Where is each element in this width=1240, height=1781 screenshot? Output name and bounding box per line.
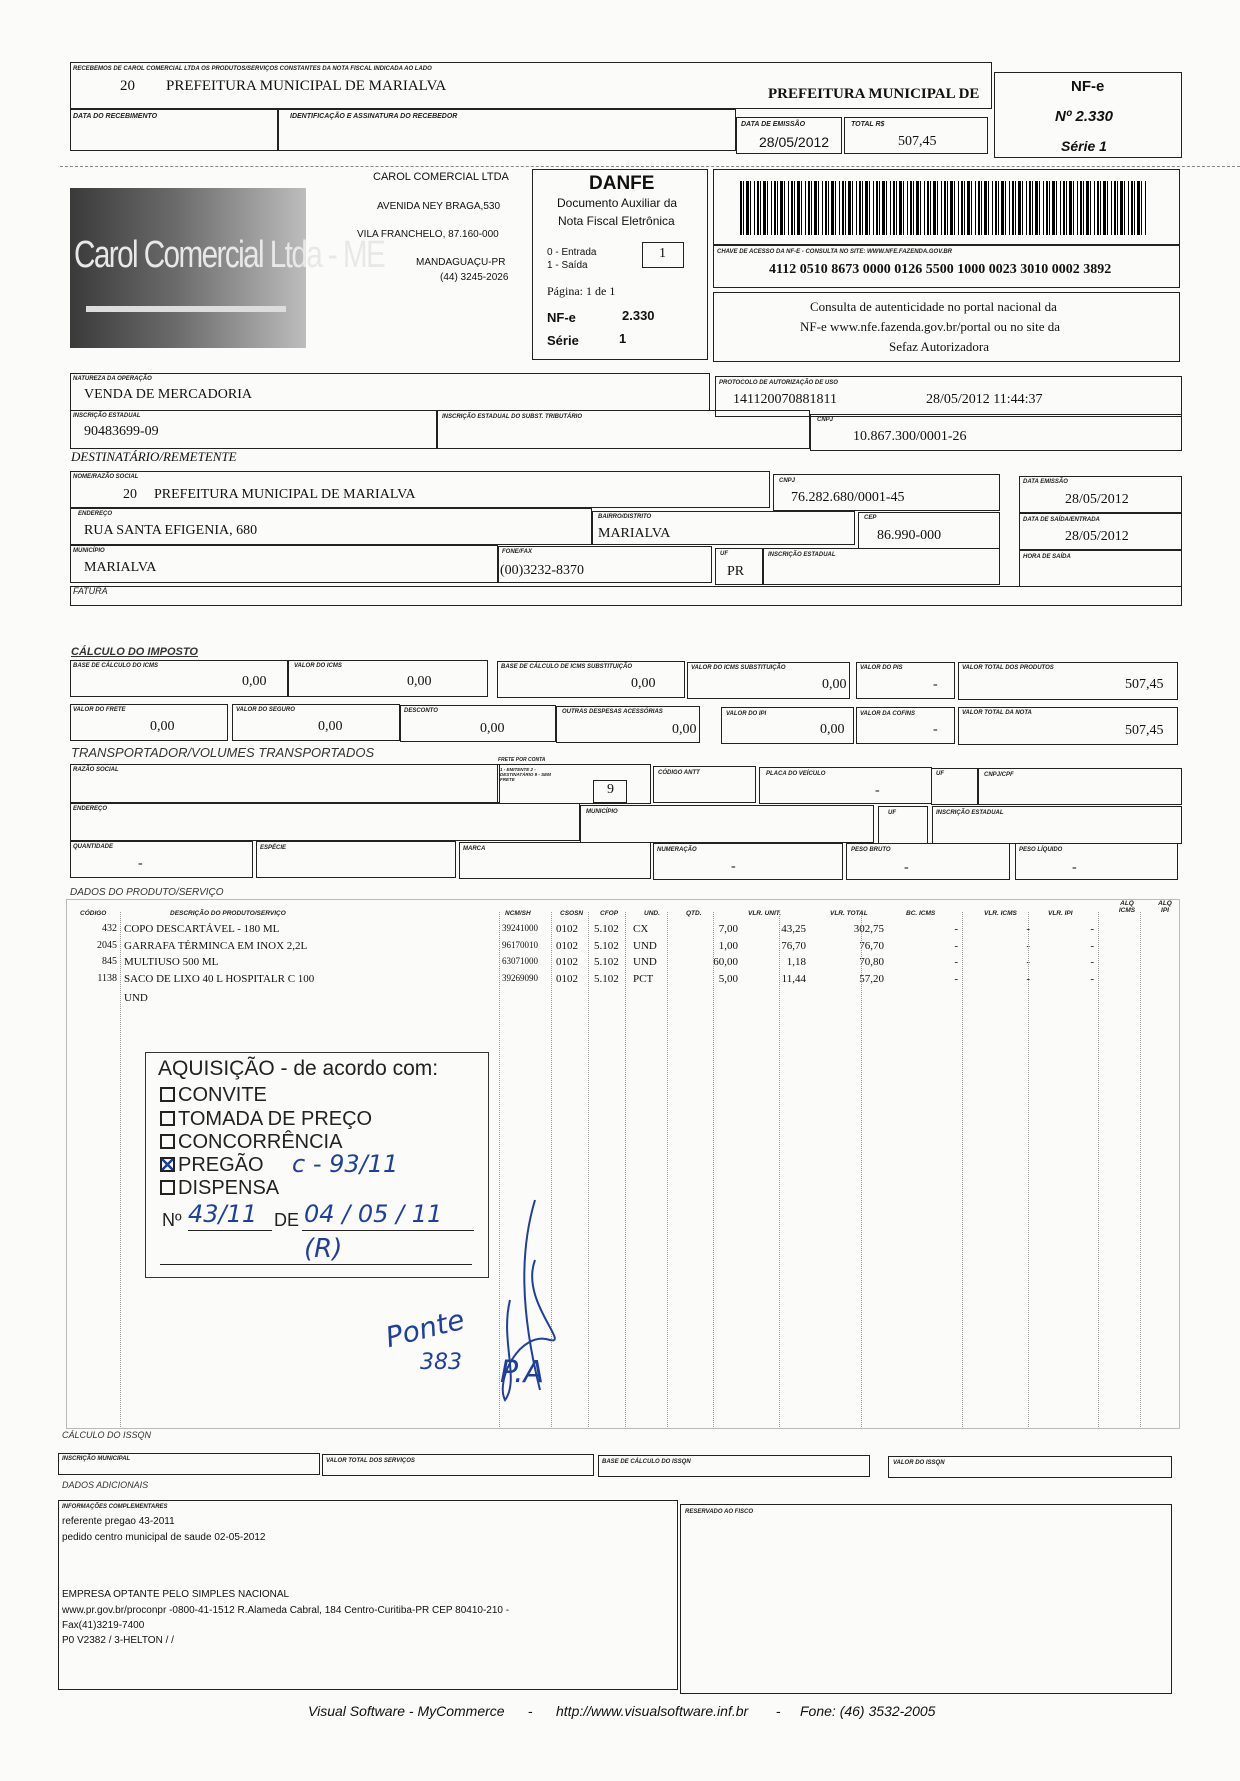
- dest-bairro-label: BAIRRO/DISTRITO: [598, 514, 652, 520]
- dest-municipio: MARIALVA: [84, 560, 157, 575]
- v-pis-value: -: [933, 677, 938, 692]
- produtos-header-cell: QTD.: [686, 910, 702, 917]
- v-prod-value: 507,45: [1125, 677, 1164, 692]
- stamp-num-handwritten: 43/11: [188, 1200, 258, 1228]
- produto-cell-bc: -: [954, 972, 958, 985]
- ipi-label: VALOR DO IPI: [726, 711, 767, 717]
- transp-antt-label: CÓDIGO ANTT: [658, 770, 700, 776]
- transp-peso-liq-label: PESO LÍQUIDO: [1019, 847, 1063, 853]
- footer-url: http://www.visualsoftware.inf.br: [556, 1703, 749, 1719]
- v-nota-value: 507,45: [1125, 723, 1164, 738]
- bc-st-label: BASE DE CÁLCULO DE ICMS SUBSTITUIÇÃO: [501, 664, 633, 670]
- produtos-header-cell: NCM/SH: [505, 910, 531, 917]
- col-line: [625, 912, 626, 1427]
- transp-peso-liq: -: [1072, 860, 1077, 875]
- fisco-label: RESERVADO AO FISCO: [685, 1509, 754, 1515]
- canhoto-cut-line: [60, 166, 1240, 167]
- issqn-serv-label: VALOR TOTAL DOS SERVIÇOS: [326, 1458, 415, 1464]
- produto-cell-cfop: 5.102: [594, 956, 619, 968]
- produto-cell-cfop: 5.102: [594, 939, 619, 952]
- v-pis-label: VALOR DO PIS: [860, 665, 903, 671]
- v-nota-label: VALOR TOTAL DA NOTA: [962, 710, 1032, 716]
- produto-cell-vunit: 1,18: [786, 956, 806, 968]
- produtos-header-cell: ALQ ICMS: [1118, 900, 1136, 914]
- fatura-label: FATURA: [73, 586, 108, 596]
- produto-cell-bc: -: [954, 939, 958, 952]
- transp-endereco-box: [70, 803, 580, 841]
- emitente-cnpj: 10.867.300/0001-26: [853, 429, 967, 444]
- danfe-serie-num: 1: [619, 331, 627, 346]
- dest-data-emissao-label: DATA EMISSÃO: [1023, 479, 1068, 485]
- produto-cell-descricao: SACO DE LIXO 40 L HOSPITALR C 100: [124, 972, 315, 985]
- checkbox-icon: [160, 1111, 175, 1126]
- transp-marca-box: [459, 842, 651, 879]
- danfe-nfe-label: NF-e: [547, 310, 576, 325]
- ie-st-label: INSCRIÇÃO ESTADUAL DO SUBST. TRIBUTÁRIO: [442, 414, 583, 420]
- dest-fone: (00)3232-8370: [500, 563, 584, 578]
- col-line: [1140, 912, 1141, 1427]
- ie-value: 90483699-09: [84, 424, 159, 439]
- transp-frete-conta-label: FRETE POR CONTA: [498, 757, 546, 763]
- danfe-title: DANFE: [589, 173, 655, 194]
- dest-bairro: MARIALVA: [598, 526, 671, 541]
- produto-cell-cfop: 5.102: [594, 972, 619, 985]
- produto-cell-und: UND: [633, 956, 657, 968]
- info-line5: Fax(41)3219-7400: [62, 1620, 145, 1631]
- produto-cell-und: CX: [633, 923, 649, 935]
- produto-cell-und: PCT: [633, 972, 654, 985]
- produto-cell-ncm: 39269090: [502, 972, 538, 983]
- emitente-phone: (44) 3245-2026: [440, 272, 509, 283]
- canhoto-ident-label: IDENTIFICAÇÃO E ASSINATURA DO RECEBEDOR: [290, 113, 458, 120]
- danfe-saida: 1 - Saída: [547, 260, 588, 271]
- canhoto-numero: Nº 2.330: [1055, 108, 1114, 125]
- stamp-mark-handwritten: (R): [304, 1234, 343, 1264]
- seguro-label: VALOR DO SEGURO: [236, 707, 295, 713]
- handwritten-ponte: Ponte: [382, 1302, 468, 1355]
- dest-municipio-label: MUNICÍPIO: [73, 548, 105, 554]
- natureza-value: VENDA DE MERCADORIA: [84, 387, 252, 402]
- consulta-line3: Sefaz Autorizadora: [889, 339, 989, 354]
- cofins-label: VALOR DA COFINS: [860, 711, 915, 717]
- transp-uf2-label: UF: [888, 810, 896, 816]
- canhoto-data-emissao: 28/05/2012: [759, 134, 830, 150]
- issqn-v-label: VALOR DO ISSQN: [893, 1460, 945, 1466]
- canhoto-recebemos-label: RECEBEMOS DE CAROL COMERCIAL LTDA OS PRODUTOS/SERVIÇOS CONSTANTES DA NOTA FISCAL INDICADA AO LADO: [73, 66, 432, 72]
- stamp-convite-label: CONVITE: [178, 1084, 267, 1106]
- produto-cell-ncm: 96170010: [502, 939, 538, 950]
- transp-placa: -: [875, 783, 880, 798]
- consulta-line1: Consulta de autenticidade no portal nacional da: [810, 299, 1057, 314]
- produto-cell-qtd: 60,00: [713, 956, 738, 968]
- checked-checkbox-icon: [160, 1157, 175, 1172]
- canhoto-serie: Série 1: [1061, 138, 1107, 154]
- produtos-header-cell: VLR. IPI: [1048, 910, 1073, 917]
- dest-nome-code: 20: [123, 487, 137, 502]
- transp-endereco-label: ENDEREÇO: [73, 806, 108, 812]
- frete-value: 0,00: [150, 719, 175, 734]
- protocolo-data: 28/05/2012 11:44:37: [926, 392, 1043, 407]
- stamp-num-line: [188, 1230, 272, 1231]
- danfe-tipo: 1: [659, 246, 666, 261]
- produto-cell-descricao: MULTIUSO 500 ML: [124, 956, 219, 968]
- v-icms-value: 0,00: [407, 674, 432, 689]
- produto-cell-vipi: -: [1090, 923, 1094, 935]
- dest-ie-label: INSCRIÇÃO ESTADUAL: [768, 552, 836, 558]
- produto-cell-qtd: 5,00: [718, 972, 738, 985]
- consulta-line2: NF-e www.nfe.fazenda.gov.br/portal ou no site da: [800, 319, 1061, 334]
- fatura-box: [70, 586, 1182, 606]
- handwritten-pa: P.A: [500, 1355, 545, 1390]
- emitente-logo-bar: [86, 306, 286, 312]
- produtos-header-cell: CFOP: [600, 910, 619, 917]
- danfe-nfe-num: 2.330: [622, 308, 655, 323]
- seguro-value: 0,00: [318, 719, 343, 734]
- produto-cell-vipi: -: [1090, 956, 1094, 968]
- produto-cell-csosn: 0102: [556, 972, 578, 985]
- produto-cell-codigo: 432: [102, 923, 117, 934]
- produto-cell-vunit: 43,25: [781, 923, 806, 935]
- ie-label: INSCRIÇÃO ESTADUAL: [73, 413, 141, 419]
- desconto-value: 0,00: [480, 721, 505, 736]
- produtos-header-cell: VLR. ICMS: [984, 910, 1017, 917]
- issqn-bc-label: BASE DE CÁLCULO DO ISSQN: [602, 1459, 691, 1465]
- stamp-num-prefix: Nº: [162, 1210, 182, 1230]
- produto-cell-vtotal: 57,20: [859, 972, 884, 985]
- produto-cell-descricao: GARRAFA TÉRMINCA EM INOX 2,2L: [124, 939, 308, 952]
- emitente-bairro: VILA FRANCHELO, 87.160-000: [357, 229, 499, 240]
- dest-nome-label: NOME/RAZÃO SOCIAL: [73, 474, 139, 480]
- transp-uf-label: UF: [936, 771, 944, 777]
- transp-municipio-box: [580, 805, 874, 843]
- chave-value: 4112 0510 8673 0000 0126 5500 1000 0023 3010 0002 3892: [769, 262, 1112, 277]
- danfe-serie-label: Série: [547, 333, 579, 348]
- produto-cell-und: UND: [633, 939, 657, 952]
- checkbox-icon: [160, 1087, 175, 1102]
- produto-cell-vunit: 76,70: [781, 939, 806, 952]
- dest-cnpj-label: CNPJ: [779, 478, 796, 484]
- stamp-dispensa: [160, 1177, 279, 1200]
- col-line: [861, 912, 862, 1427]
- ipi-value: 0,00: [820, 722, 845, 737]
- stamp-tomada: [160, 1108, 372, 1131]
- produto-cell-descricao: COPO DESCARTÁVEL - 180 ML: [124, 923, 280, 935]
- footer-sep1: -: [528, 1703, 533, 1719]
- canhoto-dest-short: PREFEITURA MUNICIPAL DE: [768, 86, 980, 102]
- col-line: [120, 912, 121, 1427]
- cofins-value: -: [933, 722, 938, 737]
- canhoto-total: 507,45: [898, 134, 937, 149]
- produto-cell-vicms: -: [1026, 956, 1030, 968]
- info-line3: EMPRESA OPTANTE PELO SIMPLES NACIONAL: [62, 1589, 290, 1600]
- produtos-header-cell: VLR. TOTAL: [830, 910, 868, 917]
- col-line: [667, 912, 668, 1427]
- protocolo-value: 141120070881811: [733, 392, 837, 407]
- transp-qtd: -: [138, 856, 143, 871]
- outras-value: 0,00: [672, 722, 697, 737]
- emitente-logo-text: Carol Comercial Ltda - ME: [74, 234, 385, 276]
- natureza-label: NATUREZA DA OPERAÇÃO: [73, 376, 152, 382]
- dest-uf-label: UF: [720, 551, 728, 557]
- canhoto-nfe-label: NF-e: [1071, 78, 1105, 95]
- dest-cep: 86.990-000: [877, 528, 942, 543]
- produto-cell-ncm: 63071000: [502, 956, 538, 966]
- col-line: [713, 912, 714, 1427]
- transp-razao-box: [70, 764, 500, 803]
- outras-label: OUTRAS DESPESAS ACESSÓRIAS: [562, 709, 663, 715]
- stamp-pregao-label: PREGÃO: [178, 1154, 264, 1176]
- danfe-sub1: Documento Auxiliar da: [557, 196, 678, 210]
- transp-frete-opts: 1 - EMITENTE 2 - DESTINATÁRIO 9 - SEM FRETE: [500, 767, 551, 782]
- transp-uf2-box: [878, 806, 928, 844]
- dest-data-saida-label: DATA DE SAÍDA/ENTRADA: [1023, 517, 1100, 523]
- emitente-logo: [70, 188, 385, 348]
- produto-cell-qtd: 7,00: [718, 923, 738, 935]
- imposto-section: CÁLCULO DO IMPOSTO: [71, 646, 198, 658]
- transp-especie-label: ESPÉCIE: [260, 845, 287, 851]
- destinatario-section: DESTINATÁRIO/REMETENTE: [71, 449, 237, 464]
- dest-cep-label: CEP: [864, 515, 877, 521]
- frete-label: VALOR DO FRETE: [73, 707, 126, 713]
- produto-cell-vipi: -: [1090, 939, 1094, 952]
- produtos-header-cell: CSOSN: [560, 910, 584, 917]
- produto-cell-codigo: 2045: [97, 939, 117, 951]
- transp-placa-label: PLACA DO VEÍCULO: [766, 771, 826, 777]
- transp-numeracao-label: NUMERAÇÃO: [657, 847, 697, 853]
- col-line: [962, 912, 963, 1427]
- produtos-header-cell: VLR. UNIT.: [748, 910, 782, 917]
- v-icms-label: VALOR DO ICMS: [294, 663, 342, 669]
- dest-endereco: RUA SANTA EFIGENIA, 680: [84, 523, 258, 538]
- v-st-value: 0,00: [822, 677, 847, 692]
- bc-icms-value: 0,00: [242, 674, 267, 689]
- v-prod-label: VALOR TOTAL DOS PRODUTOS: [962, 665, 1054, 671]
- transp-razao-label: RAZÃO SOCIAL: [73, 767, 119, 773]
- produtos-header-cell: ALQ IPI: [1158, 900, 1172, 914]
- adicionais-section: DADOS ADICIONAIS: [62, 1480, 149, 1490]
- col-line: [1098, 912, 1099, 1427]
- produto-cell-vicms: -: [1026, 939, 1030, 952]
- produtos-header-cell: DESCRIÇÃO DO PRODUTO/SERVIÇO: [170, 910, 286, 917]
- transp-ie-label: INSCRIÇÃO ESTADUAL: [936, 810, 1004, 816]
- canhoto-total-label: TOTAL R$: [851, 121, 885, 128]
- canhoto-dest-code: 20: [120, 78, 135, 94]
- col-line: [779, 912, 780, 1427]
- dest-data-saida: 28/05/2012: [1065, 529, 1129, 544]
- stamp-date-line: [302, 1230, 474, 1231]
- canhoto-dest-name: PREFEITURA MUNICIPAL DE MARIALVA: [166, 78, 447, 94]
- transp-peso-bruto-label: PESO BRUTO: [851, 847, 891, 853]
- danfe-entrada: 0 - Entrada: [547, 247, 597, 258]
- produto-cell-vtotal: 76,70: [859, 939, 884, 952]
- transp-municipio-label: MUNICÍPIO: [586, 809, 618, 815]
- produto-row4-continuation: UND: [124, 992, 148, 1004]
- bc-st-value: 0,00: [631, 676, 656, 691]
- produto-cell-csosn: 0102: [556, 956, 578, 968]
- emitente-cnpj-label: CNPJ: [817, 417, 834, 423]
- stamp-pregao-handwritten: c - 93/11: [292, 1150, 399, 1178]
- transp-frete-code: 9: [607, 782, 614, 797]
- produto-cell-qtd: 1,00: [718, 939, 738, 952]
- dest-hora-label: HORA DE SAÍDA: [1023, 554, 1071, 560]
- produto-cell-vtotal: 70,80: [859, 956, 884, 968]
- transp-peso-bruto: -: [904, 860, 909, 875]
- dest-nome: PREFEITURA MUNICIPAL DE MARIALVA: [154, 487, 416, 502]
- dest-fone-label: FONE/FAX: [502, 549, 533, 555]
- issqn-im-label: INSCRIÇÃO MUNICIPAL: [62, 1456, 131, 1462]
- danfe-sub2: Nota Fiscal Eletrônica: [558, 214, 675, 228]
- produto-cell-codigo: 1138: [97, 972, 117, 984]
- stamp-convite: [160, 1084, 267, 1107]
- checkbox-icon: [160, 1134, 175, 1149]
- dest-cnpj: 76.282.680/0001-45: [791, 490, 905, 505]
- stamp-pregao: [160, 1154, 264, 1177]
- produto-cell-vtotal: 302,75: [853, 923, 884, 935]
- stamp-de: DE: [274, 1210, 300, 1230]
- stamp-tomada-label: TOMADA DE PREÇO: [178, 1108, 373, 1130]
- desconto-label: DESCONTO: [404, 708, 438, 714]
- stamp-concorrencia-label: CONCORRÊNCIA: [178, 1131, 343, 1153]
- issqn-section: CÁLCULO DO ISSQN: [62, 1430, 152, 1440]
- produto-cell-vunit: 11,44: [781, 972, 806, 985]
- emitente-address: AVENIDA NEY BRAGA,530: [377, 201, 501, 212]
- fisco-box: [680, 1504, 1172, 1694]
- dest-data-emissao: 28/05/2012: [1065, 492, 1129, 507]
- protocolo-label: PROTOCOLO DE AUTORIZAÇÃO DE USO: [719, 380, 838, 386]
- produtos-header-cell: UND.: [644, 910, 660, 917]
- dest-uf: PR: [727, 564, 745, 579]
- bc-icms-label: BASE DE CÁLCULO DO ICMS: [73, 663, 159, 669]
- canhoto-data-emissao-label: DATA DE EMISSÃO: [741, 121, 806, 128]
- produto-cell-csosn: 0102: [556, 939, 578, 952]
- stamp-sign-line: [160, 1264, 472, 1265]
- info-line2: pedido centro municipal de saude 02-05-2012: [62, 1532, 266, 1543]
- footer-software: Visual Software - MyCommerce: [308, 1703, 505, 1719]
- produto-cell-cfop: 5.102: [594, 923, 619, 935]
- produto-cell-codigo: 845: [102, 956, 117, 967]
- info-line1: referente pregao 43-2011: [62, 1516, 175, 1527]
- col-line: [1028, 912, 1029, 1427]
- info-line6: P0 V2382 / 3-HELTON / /: [62, 1635, 174, 1646]
- footer-sep2: -: [776, 1703, 781, 1719]
- produtos-header-cell: BC. ICMS: [906, 910, 936, 917]
- info-line4: www.pr.gov.br/proconpr -0800-41-1512 R.Alameda Cabral, 184 Centro-Curitiba-PR CEP 80410-210 -: [62, 1605, 510, 1616]
- canhoto-data-recebimento-label: DATA DO RECEBIMENTO: [73, 113, 158, 120]
- produtos-section: DADOS DO PRODUTO/SERVIÇO: [70, 887, 224, 898]
- transp-marca-label: MARCA: [463, 846, 486, 852]
- stamp-title: AQUISIÇÃO - de acordo com:: [158, 1057, 439, 1080]
- emitente-city: MANDAGUAÇU-PR: [416, 257, 506, 268]
- checkbox-icon: [160, 1180, 175, 1195]
- transp-cnpj-label: CNPJ/CPF: [984, 772, 1014, 778]
- dest-endereco-label: ENDEREÇO: [78, 511, 113, 517]
- barcode-image: [740, 181, 1148, 235]
- stamp-dispensa-label: DISPENSA: [178, 1177, 280, 1199]
- transp-qtd-label: QUANTIDADE: [73, 844, 113, 850]
- produto-cell-vicms: -: [1026, 923, 1030, 935]
- danfe-pagina: Página: 1 de 1: [547, 284, 616, 298]
- produto-cell-bc: -: [954, 923, 958, 935]
- footer-fone: Fone: (46) 3532-2005: [800, 1703, 936, 1719]
- produto-cell-csosn: 0102: [556, 923, 578, 935]
- info-complementares-label: INFORMAÇÕES COMPLEMENTARES: [62, 1504, 168, 1510]
- emitente-name: CAROL COMERCIAL LTDA: [373, 171, 509, 183]
- transporte-section: TRANSPORTADOR/VOLUMES TRANSPORTADOS: [71, 745, 375, 760]
- handwritten-ponte-number: 383: [420, 1350, 462, 1375]
- produto-cell-bc: -: [954, 956, 958, 968]
- transp-numeracao: -: [731, 859, 736, 874]
- produto-cell-vicms: -: [1026, 972, 1030, 985]
- chave-label: CHAVE DE ACESSO DA NF-E - CONSULTA NO SITE: WWW.NFE.FAZENDA.GOV.BR: [717, 249, 952, 255]
- produto-cell-vipi: -: [1090, 972, 1094, 985]
- v-st-label: VALOR DO ICMS SUBSTITUIÇÃO: [691, 665, 786, 671]
- produtos-header-cell: CÓDIGO: [80, 910, 107, 917]
- stamp-date-handwritten: 04 / 05 / 11: [304, 1200, 443, 1228]
- produto-cell-ncm: 39241000: [502, 923, 538, 933]
